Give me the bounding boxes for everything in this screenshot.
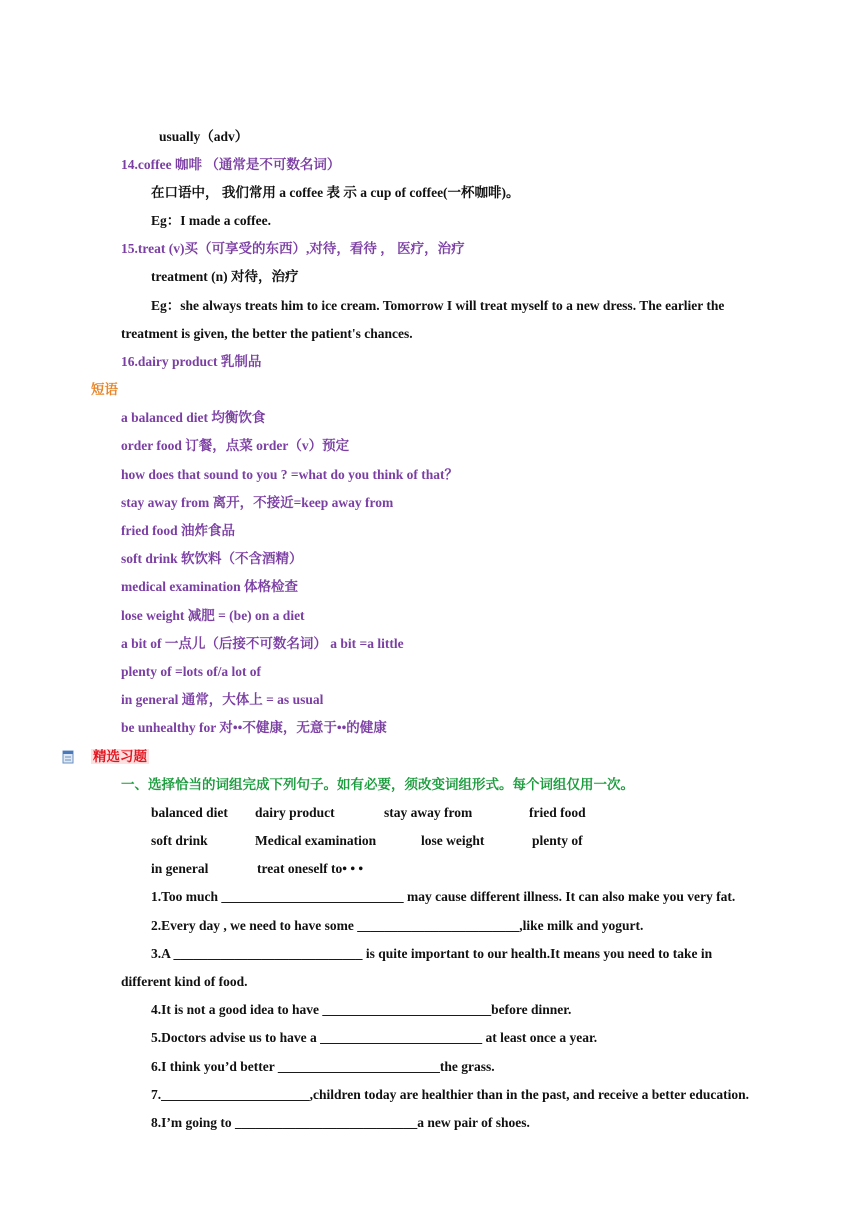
word-bank-item: lose weight: [421, 833, 485, 848]
exercises-heading-text: 精选习题: [93, 749, 147, 764]
item14-note: 在口语中， 我们常用 a coffee 表 示 a cup of coffee(一杯咖啡)。: [151, 185, 520, 200]
question-8: 8.I’m going to ___________________________a new pair of shoes.: [151, 1115, 530, 1130]
word-bank-item: in general: [151, 861, 209, 876]
item15-title: 15.treat (v)买（可享受的东西）,对待，看待 ， 医疗，治疗: [121, 241, 465, 256]
word-bank-item: treat oneself to• • •: [257, 861, 364, 876]
question-5: 5.Doctors advise us to have a ________________________ at least once a year.: [151, 1030, 598, 1045]
item15-example-line1: Eg：she always treats him to ice cream. Tomorrow I will treat myself to a new dress. The earlier the: [151, 298, 725, 313]
phrases-heading: 短语: [91, 382, 118, 397]
item15-example-line2: treatment is given, the better the patient's chances.: [121, 326, 413, 341]
word-bank-item: dairy product: [255, 805, 335, 820]
question-3-line1: 3.A ____________________________ is quite important to our health.It means you need to take in: [151, 946, 713, 961]
word-bank-item: balanced diet: [151, 805, 228, 820]
word-bank-item: soft drink: [151, 833, 208, 848]
phrase-item: in general 通常，大体上 = as usual: [121, 692, 324, 707]
item14-example: Eg：I made a coffee.: [151, 213, 271, 228]
item15-noun: treatment (n) 对待，治疗: [151, 269, 299, 284]
question-3-line2: different kind of food.: [121, 974, 248, 989]
phrase-item: order food 订餐，点菜 order（v）预定: [121, 438, 350, 453]
phrase-item: soft drink 软饮料（不含酒精）: [121, 551, 303, 566]
phrase-item: fried food 油炸食品: [121, 523, 235, 538]
question-6: 6.I think you’d better ________________________the grass.: [151, 1059, 495, 1074]
phrase-item: stay away from 离开，不接近=keep away from: [121, 495, 394, 510]
phrase-item: lose weight 减肥 = (be) on a diet: [121, 608, 305, 623]
item16-title: 16.dairy product 乳制品: [121, 354, 262, 369]
exercises-heading: [91, 748, 149, 766]
word-bank-item: stay away from: [384, 805, 473, 820]
question-2: 2.Every day , we need to have some ________________________,like milk and yogurt.: [151, 918, 644, 933]
word-bank-item: Medical examination: [255, 833, 377, 848]
phrase-item: be unhealthy for 对••不健康，无意于••的健康: [121, 720, 387, 735]
phrase-item: a balanced diet 均衡饮食: [121, 410, 266, 425]
question-7: 7.______________________,children today are healthier than in the past, and receive a better education.: [151, 1087, 749, 1102]
word-bank-item: fried food: [529, 805, 586, 820]
question-1: 1.Too much ___________________________ may cause different illness. It can also make you very fat.: [151, 889, 736, 904]
phrase-item: how does that sound to you ? =what do you think of that？: [121, 467, 459, 482]
book-icon: [62, 750, 74, 764]
usually-adv-line: usually（adv）: [159, 129, 249, 144]
item14-title: 14.coffee 咖啡 （通常是不可数名词）: [121, 157, 341, 172]
phrase-item: a bit of 一点儿（后接不可数名词） a bit =a little: [121, 636, 404, 651]
question-4: 4.It is not a good idea to have _________________________before dinner.: [151, 1002, 572, 1017]
exercise-instruction: 一、选择恰当的词组完成下列句子。如有必要，须改变词组形式。每个词组仅用一次。: [121, 777, 634, 792]
word-bank-item: plenty of: [532, 833, 583, 848]
phrase-item: plenty of =lots of/a lot of: [121, 664, 262, 679]
phrase-item: medical examination 体格检查: [121, 579, 298, 594]
